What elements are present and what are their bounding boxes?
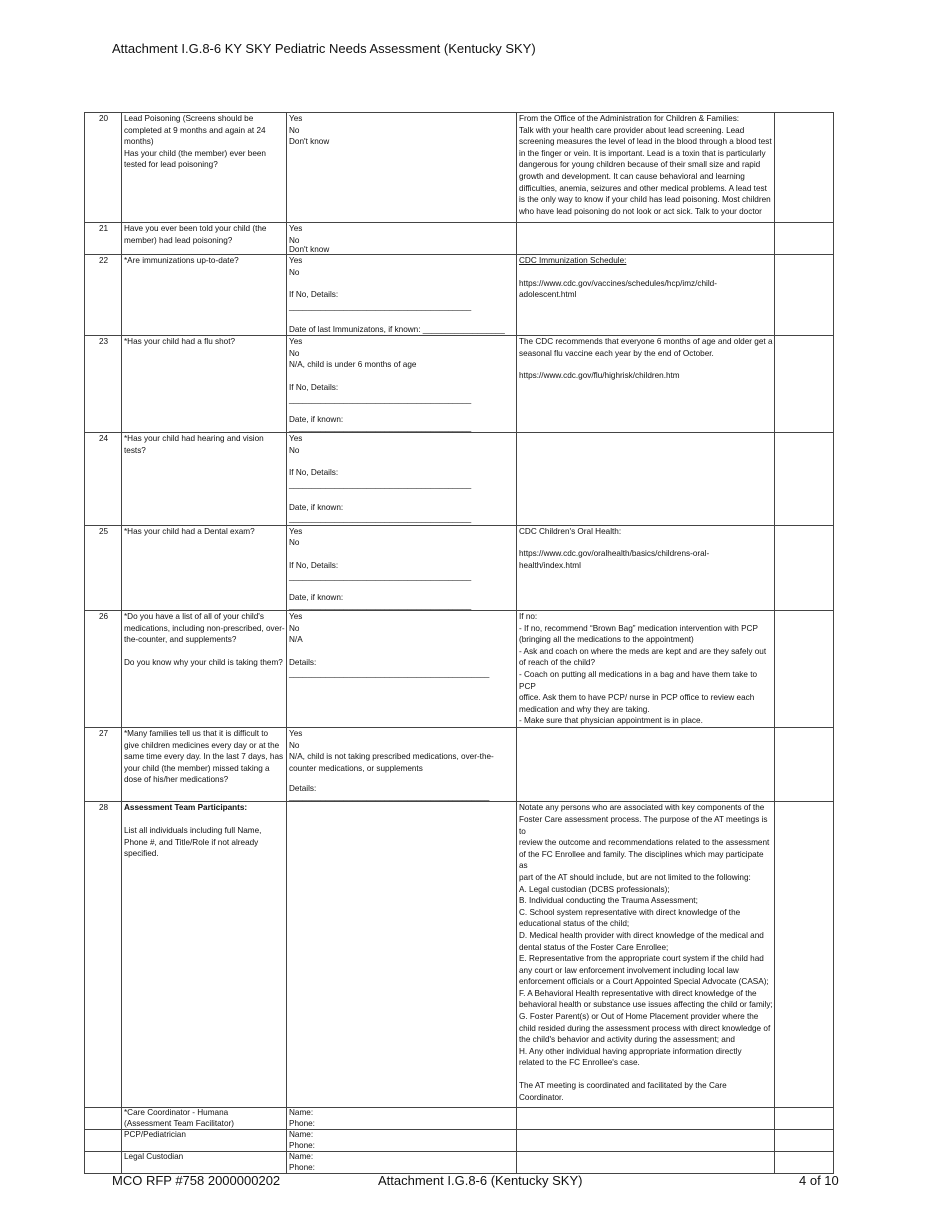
guidance-line: in the finger or vein. It is important. Lead is a toxin that is particularly (519, 148, 766, 158)
participant-row-pcp (85, 1130, 834, 1152)
guidance-line: G. Foster Parent(s) or Out of Home Placement provider where the (519, 1012, 759, 1022)
guidance-cell (517, 223, 775, 255)
guidance-line: D. Medical health provider with direct knowledge of the medical and (519, 930, 764, 940)
guidance-line: the child's behavior and activity during the assessment; and (519, 1035, 735, 1045)
page-header-title: Attachment I.G.8-6 KY SKY Pediatric Needs Assessment (Kentucky SKY) (112, 41, 536, 56)
name-field[interactable]: Name: (289, 1152, 314, 1162)
details-field[interactable]: Details: ____________________________________________ (289, 657, 490, 679)
guidance-line: educational status of the child; (519, 919, 630, 929)
question-line: Has your child (the member) ever been (124, 148, 266, 158)
question-cell (122, 113, 287, 223)
notes-cell[interactable] (775, 611, 834, 728)
answer-option[interactable]: No (289, 125, 300, 135)
guidance-line: part of the AT should include, but are not limited to the following: (519, 872, 751, 882)
table-row-21 (85, 223, 834, 255)
guidance-title: CDC Children's Oral Health: (519, 526, 622, 536)
row-number: 20 (85, 113, 122, 223)
guidance-line: growth and development. It can cause behavioral and learning (519, 171, 745, 181)
question-line: Phone #, and Title/Role if not already (124, 837, 259, 847)
question-cell (122, 433, 287, 526)
answer-option[interactable]: No (289, 445, 300, 455)
notes-cell[interactable] (775, 223, 834, 255)
participant-role (122, 1130, 287, 1152)
guidance-cell (517, 802, 775, 1108)
table-row-24 (85, 433, 834, 526)
answer-cell (287, 223, 517, 255)
table-row-28 (85, 802, 834, 1108)
guidance-title: CDC Immunization Schedule: (519, 256, 627, 266)
table-row-25 (85, 525, 834, 610)
question-line: your child (the member) missed taking a (124, 763, 270, 773)
name-field[interactable]: Name: (289, 1130, 314, 1140)
details-field[interactable]: If No, Details: ________________________________________ (289, 468, 472, 489)
question-cell (122, 728, 287, 802)
guidance-cell (517, 1108, 775, 1130)
answer-cell (287, 433, 517, 526)
answer-cell[interactable] (287, 802, 517, 1108)
row-number: 28 (85, 802, 122, 1108)
notes-cell[interactable] (775, 1108, 834, 1130)
participant-role (122, 1108, 287, 1130)
table-row-27 (85, 728, 834, 802)
guidance-line: If no: (519, 612, 538, 622)
question-line: *Are immunizations up-to-date? (124, 256, 239, 266)
guidance-link[interactable]: https://www.cdc.gov/vaccines/schedules/hcp/imz/child- (519, 278, 717, 288)
guidance-cell (517, 1152, 775, 1174)
guidance-cell (517, 255, 775, 336)
question-cell (122, 336, 287, 433)
participant-role (122, 1152, 287, 1174)
guidance-link[interactable]: health/index.html (519, 560, 581, 570)
assessment-table (84, 112, 834, 1174)
answer-option[interactable]: No (289, 267, 300, 277)
answer-option[interactable]: Yes (289, 526, 303, 536)
question-line: specified. (124, 849, 159, 859)
guidance-line: E. Representative from the appropriate court system if the child had (519, 954, 764, 964)
footer-rfp-number: MCO RFP #758 2000000202 (112, 1173, 281, 1188)
table-row-23 (85, 336, 834, 433)
answer-option[interactable]: Yes (289, 729, 303, 738)
question-cell (122, 223, 287, 255)
guidance-line: office. Ask them to have PCP/ nurse in PCP office to review each (519, 693, 755, 703)
guidance-line: A. Legal custodian (DCBS professionals); (519, 884, 670, 894)
guidance-line: who have lead poisoning do not look or act sick. Talk to your doctor (519, 206, 762, 216)
question-line: same time every day. In the last 7 days, has (124, 752, 284, 762)
answer-cell (287, 525, 517, 610)
notes-cell[interactable] (775, 255, 834, 336)
guidance-cell (517, 728, 775, 802)
guidance-line: - Coach on putting all medications in a bag and have them take to PCP (519, 670, 760, 691)
guidance-line: - If no, recommend “Brown Bag” medication intervention with PCP (519, 623, 758, 633)
row-number: 22 (85, 255, 122, 336)
question-line: member) had lead poisoning? (124, 235, 233, 245)
guidance-line: C. School system representative with direct knowledge of the (519, 907, 741, 917)
table-row-22 (85, 255, 834, 336)
guidance-line: (bringing all the medications to the appointment) (519, 635, 694, 645)
question-cell (122, 802, 287, 1108)
answer-option[interactable]: Yes (289, 114, 303, 123)
question-line: tests? (124, 445, 146, 455)
guidance-line: Talk with your health care provider about lead screening. Lead (519, 125, 745, 135)
row-number: 23 (85, 336, 122, 433)
guidance-line: - Make sure that physician appointment is in place. (519, 716, 703, 726)
name-field[interactable]: Name: (289, 1108, 314, 1118)
guidance-line: The CDC recommends that everyone 6 months of age and older get a (519, 337, 773, 347)
phone-field[interactable]: Phone: (289, 1162, 315, 1172)
row-number: 21 (85, 223, 122, 255)
guidance-cell (517, 433, 775, 526)
question-line: *Has your child had a Dental exam? (124, 526, 255, 536)
page-number: 4 of 10 (799, 1173, 839, 1188)
answer-option[interactable]: No (289, 623, 300, 633)
participant-row-care-coordinator (85, 1108, 834, 1130)
answer-option[interactable]: N/A, child is under 6 months of age (289, 360, 417, 370)
section-title: Assessment Team Participants: (124, 803, 248, 813)
row-number (85, 1152, 122, 1174)
role-line: *Care Coordinator - Humana (124, 1108, 229, 1118)
answer-option[interactable]: Don't know (289, 137, 330, 147)
question-line: List all individuals including full Name, (124, 825, 262, 835)
question-line: *Has your child had hearing and vision (124, 434, 264, 444)
guidance-line: child resided during the assessment process with direct knowledge of (519, 1023, 771, 1033)
guidance-line: screening measures the level of lead in the blood through a blood test (519, 137, 772, 147)
question-line: *Do you have a list of all of your child's (124, 612, 264, 622)
date-field[interactable]: Date, if known: ________________________________________ (289, 593, 472, 611)
guidance-line: dental status of the Foster Care Enrollee; (519, 942, 669, 952)
guidance-line: medication and why they are taking. (519, 704, 650, 714)
guidance-line: Coordinator. (519, 1092, 564, 1102)
guidance-cell (517, 611, 775, 728)
question-line: dose of his/her medications? (124, 775, 229, 785)
guidance-cell (517, 113, 775, 223)
guidance-line: B. Individual conducting the Trauma Assessment; (519, 896, 698, 906)
table-row-20 (85, 113, 834, 223)
question-line: months) (124, 137, 154, 147)
details-field[interactable]: If No, Details: ________________________________________ (289, 290, 472, 311)
guidance-line: behavioral health or substance use issues affecting the child or family; (519, 1000, 773, 1010)
question-line: the-counter, and supplements? (124, 635, 237, 645)
question-line: completed at 9 months and again at 24 (124, 125, 266, 135)
question-cell (122, 611, 287, 728)
notes-cell[interactable] (775, 433, 834, 526)
phone-field[interactable]: Phone: (289, 1118, 315, 1128)
details-field[interactable]: Details: ____________________________________________ (289, 784, 490, 802)
answer-option[interactable]: N/A, child is not taking prescribed medications, over-the- (289, 752, 494, 762)
guidance-cell (517, 525, 775, 610)
guidance-line: H. Any other individual having appropriate information directly (519, 1046, 742, 1056)
answer-option[interactable]: N/A (289, 635, 303, 645)
participant-contact (287, 1152, 517, 1174)
guidance-line: related to the FC Enrollee's case. (519, 1058, 640, 1068)
date-field[interactable]: Date of last Immunizatons, if known: __________________ (289, 324, 505, 334)
answer-option[interactable]: Yes (289, 337, 303, 347)
notes-cell[interactable] (775, 113, 834, 223)
answer-option: counter medications, or supplements (289, 763, 423, 773)
participant-contact (287, 1108, 517, 1130)
answer-cell (287, 728, 517, 802)
question-line: tested for lead poisoning? (124, 160, 218, 170)
date-field[interactable]: Date, if known: ________________________________________ (289, 415, 472, 433)
row-number: 26 (85, 611, 122, 728)
guidance-line: enforcement officials or a Court Appointed Special Advocate (CASA); (519, 977, 769, 987)
question-line: medications, including non-prescribed, over- (124, 623, 285, 633)
answer-option[interactable]: Yes (289, 434, 303, 444)
guidance-link[interactable]: adolescent.html (519, 290, 577, 300)
guidance-line: of reach of the child? (519, 658, 596, 668)
answer-option[interactable]: No (289, 348, 300, 358)
participant-contact (287, 1130, 517, 1152)
row-number (85, 1130, 122, 1152)
guidance-line: of the FC Enrollee and family. The disciplines which may participate as (519, 849, 766, 871)
guidance-line: review the outcome and recommendations related to the assessment (519, 838, 770, 848)
row-number: 24 (85, 433, 122, 526)
phone-field[interactable]: Phone: (289, 1140, 315, 1150)
guidance-link[interactable]: https://www.cdc.gov/oralhealth/basics/childrens-oral- (519, 549, 710, 559)
guidance-line: F. A Behavioral Health representative with direct knowledge of the (519, 988, 757, 998)
guidance-line: Foster Care assessment process. The purpose of the AT meetings is to (519, 814, 770, 836)
answer-option[interactable]: Don't know (289, 245, 330, 255)
participant-row-legal-custodian (85, 1152, 834, 1174)
notes-cell[interactable] (775, 728, 834, 802)
guidance-line: any court or law enforcement involvement including local law (519, 965, 739, 975)
row-number: 25 (85, 525, 122, 610)
role-line: (Assessment Team Facilitator) (124, 1118, 234, 1128)
guidance-cell (517, 1130, 775, 1152)
answer-cell (287, 611, 517, 728)
answer-option[interactable]: Yes (289, 224, 303, 233)
guidance-cell (517, 336, 775, 433)
notes-cell[interactable] (775, 1130, 834, 1152)
question-cell (122, 525, 287, 610)
guidance-line: From the Office of the Administration for Children & Families: (519, 114, 740, 123)
answer-option[interactable]: No (289, 538, 300, 548)
question-line: *Many families tell us that it is difficult to (124, 729, 269, 738)
role-line: PCP/Pediatrician (124, 1130, 186, 1140)
question-line: Lead Poisoning (Screens should be (124, 114, 254, 123)
answer-cell (287, 113, 517, 223)
answer-cell (287, 255, 517, 336)
details-field[interactable]: If No, Details: ________________________________________ (289, 382, 472, 404)
row-number (85, 1108, 122, 1130)
notes-cell[interactable] (775, 1152, 834, 1174)
guidance-line: difficulties, anemia, seizures and other medical problems. A lead test (519, 183, 767, 193)
answer-option[interactable]: Yes (289, 612, 303, 622)
answer-option[interactable]: Yes (289, 256, 303, 266)
answer-option[interactable]: No (289, 235, 300, 245)
notes-cell[interactable] (775, 525, 834, 610)
role-line: Legal Custodian (124, 1152, 184, 1162)
question-line: give children medicines every day or at the (124, 740, 280, 750)
guidance-line: seasonal flu vaccine each year by the end of October. (519, 348, 714, 358)
date-field[interactable]: Date, if known: ________________________________________ (289, 502, 472, 524)
question-cell (122, 255, 287, 336)
footer-attachment: Attachment I.G.8-6 (Kentucky SKY) (378, 1173, 583, 1188)
guidance-link[interactable]: https://www.cdc.gov/flu/highrisk/children.htm (519, 371, 680, 381)
question-line: Do you know why your child is taking them? (124, 657, 283, 667)
answer-option[interactable]: No (289, 740, 300, 750)
details-field[interactable]: If No, Details: ________________________________________ (289, 560, 472, 582)
notes-cell[interactable] (775, 336, 834, 433)
table-row-26 (85, 611, 834, 728)
notes-cell[interactable] (775, 802, 834, 1108)
question-line: *Has your child had a flu shot? (124, 337, 236, 347)
guidance-line: The AT meeting is coordinated and facilitated by the Care (519, 1081, 727, 1091)
guidance-line: is the only way to know if your child has lead poisoning. Most children (519, 195, 771, 205)
row-number: 27 (85, 728, 122, 802)
answer-cell (287, 336, 517, 433)
guidance-line: Notate any persons who are associated with key components of the (519, 803, 765, 813)
question-line: Have you ever been told your child (the (124, 224, 267, 233)
guidance-line: - Ask and coach on where the meds are kept and are they safely out (519, 646, 767, 656)
guidance-line: dangerous for young children because of their small size and rapid (519, 160, 761, 170)
